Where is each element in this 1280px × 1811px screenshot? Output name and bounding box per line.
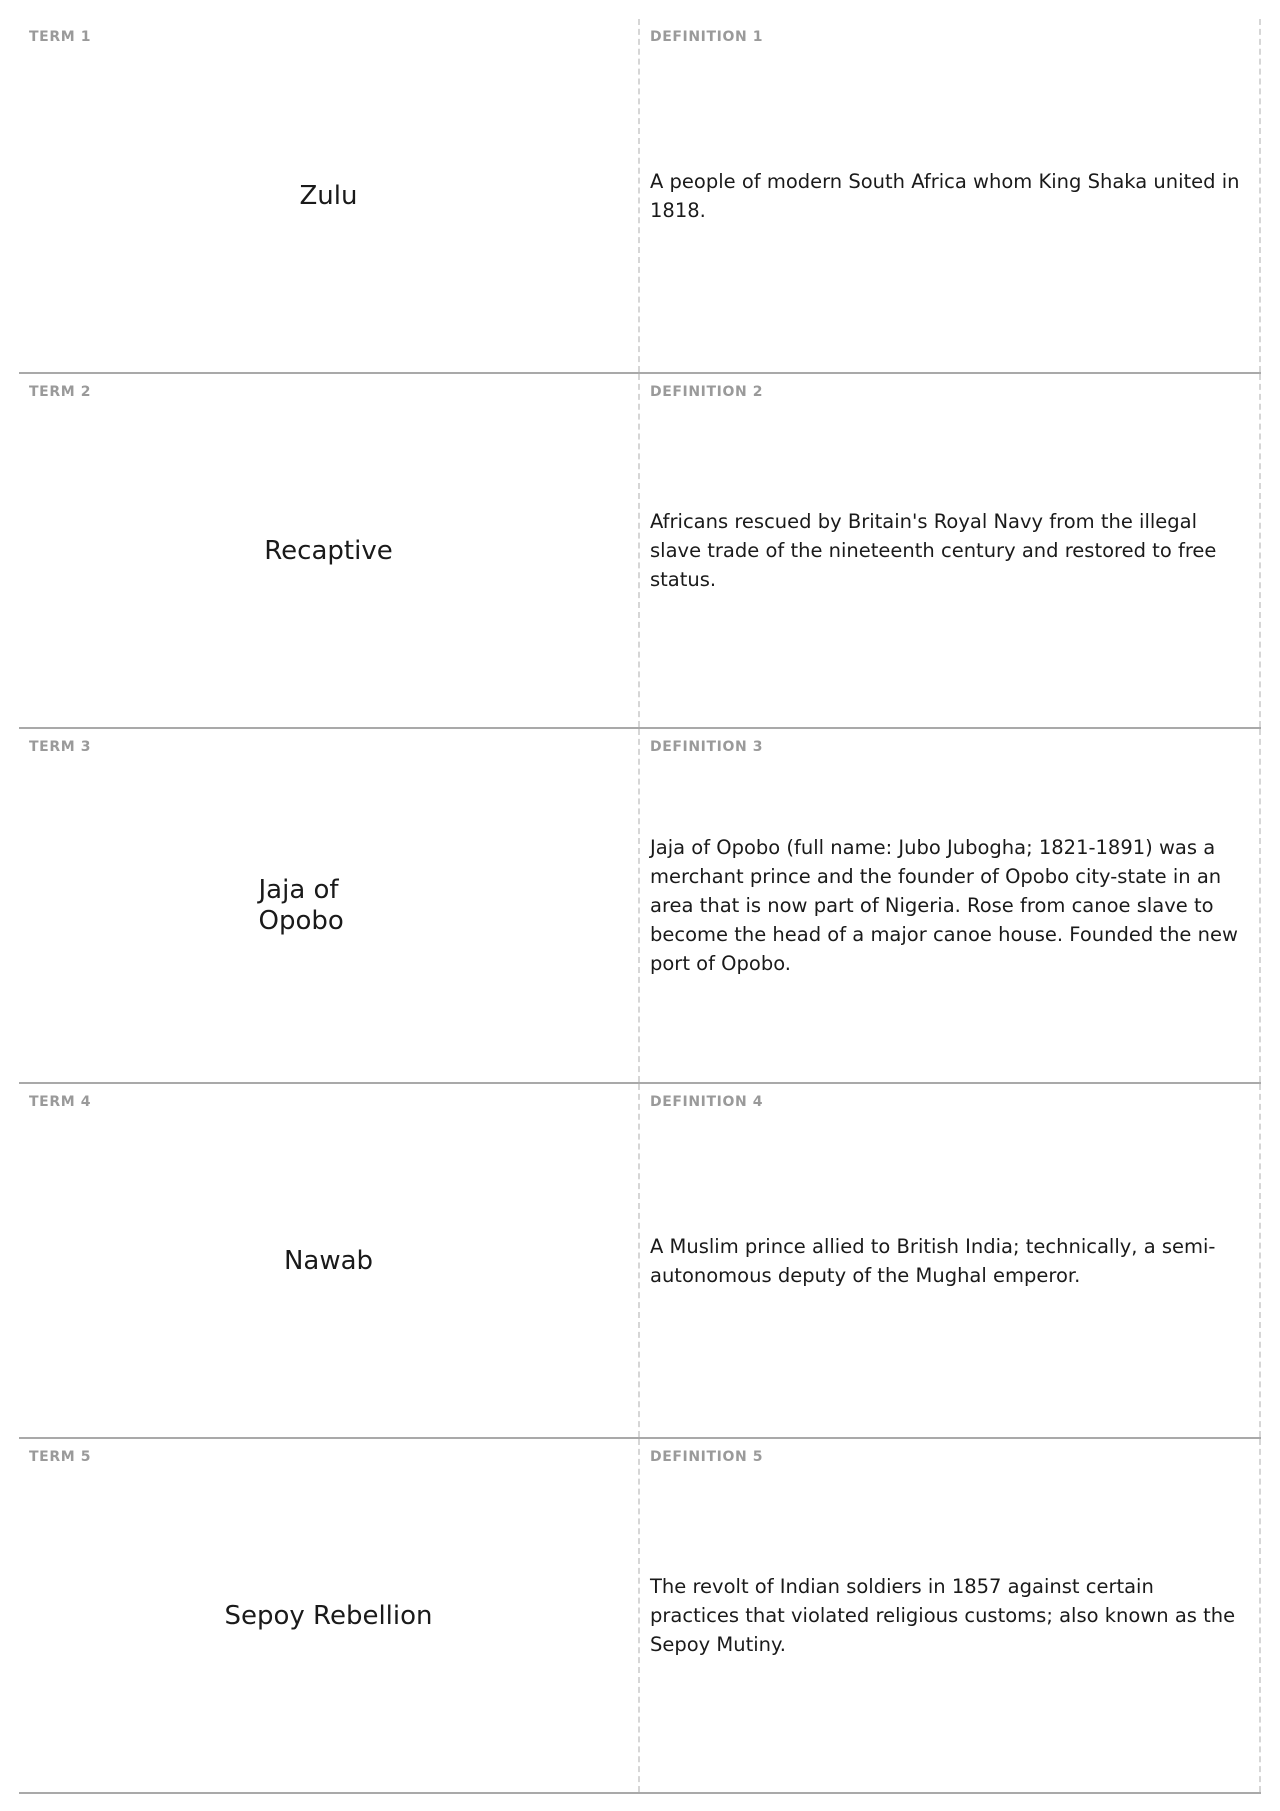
definition-text-wrap <box>650 19 1247 372</box>
term-text-wrap <box>19 374 638 727</box>
definition-label: DEFINITION 3 <box>650 739 764 755</box>
flashcard-row <box>19 729 1261 1084</box>
term-cell <box>19 729 640 1082</box>
flashcard-row <box>19 1439 1261 1794</box>
definition-label: DEFINITION 5 <box>650 1449 764 1465</box>
definition-text-wrap <box>650 374 1247 727</box>
flashcard-sheet <box>19 19 1261 1794</box>
term-cell <box>19 374 640 727</box>
term-label: TERM 1 <box>29 29 92 45</box>
term-text-wrap <box>19 729 638 1082</box>
flashcard-row <box>19 374 1261 729</box>
term-text-wrap <box>19 1084 638 1437</box>
definition-cell <box>640 19 1261 372</box>
term-label: TERM 2 <box>29 384 92 400</box>
term-label: TERM 4 <box>29 1094 92 1110</box>
definition-label: DEFINITION 4 <box>650 1094 764 1110</box>
flashcard-row <box>19 1084 1261 1439</box>
definition-text-wrap <box>650 729 1247 1082</box>
definition-text: Jaja of Opobo (full name: Jubo Jubogha; 1821-1891) was a merchant prince and the founder of Opobo city-state in an area that is now part of Nigeria. Rose from canoe slave to become the head of a major canoe house. Founded the new port of Opobo. <box>650 836 1238 975</box>
term-text: Zulu <box>299 180 358 211</box>
definition-cell <box>640 729 1261 1082</box>
definition-cell <box>640 1084 1261 1437</box>
definition-cell <box>640 374 1261 727</box>
definition-text-wrap <box>650 1439 1247 1792</box>
definition-text-wrap <box>650 1084 1247 1437</box>
definition-label: DEFINITION 2 <box>650 384 764 400</box>
term-label: TERM 5 <box>29 1449 92 1465</box>
term-text-wrap <box>19 19 638 372</box>
term-text: Jaja of Opobo <box>258 874 344 936</box>
definition-text: A people of modern South Africa whom King Shaka united in 1818. <box>650 169 1240 222</box>
term-cell <box>19 19 640 372</box>
definition-text: The revolt of Indian soldiers in 1857 against certain practices that violated religious customs; also known as the Sepoy Mutiny. <box>650 1575 1236 1656</box>
term-label: TERM 3 <box>29 739 92 755</box>
term-text: Sepoy Rebellion <box>224 1600 433 1631</box>
term-text: Nawab <box>283 1245 374 1276</box>
definition-label: DEFINITION 1 <box>650 29 764 45</box>
term-text: Recaptive <box>264 535 393 566</box>
term-cell <box>19 1439 640 1792</box>
term-cell <box>19 1084 640 1437</box>
term-text-wrap <box>19 1439 638 1792</box>
definition-text: A Muslim prince allied to British India; technically, a semi-autonomous deputy of the Mughal emperor. <box>650 1234 1216 1287</box>
definition-text: Africans rescued by Britain's Royal Navy from the illegal slave trade of the nineteenth century and restored to free status. <box>650 510 1217 591</box>
definition-cell <box>640 1439 1261 1792</box>
flashcard-row <box>19 19 1261 374</box>
